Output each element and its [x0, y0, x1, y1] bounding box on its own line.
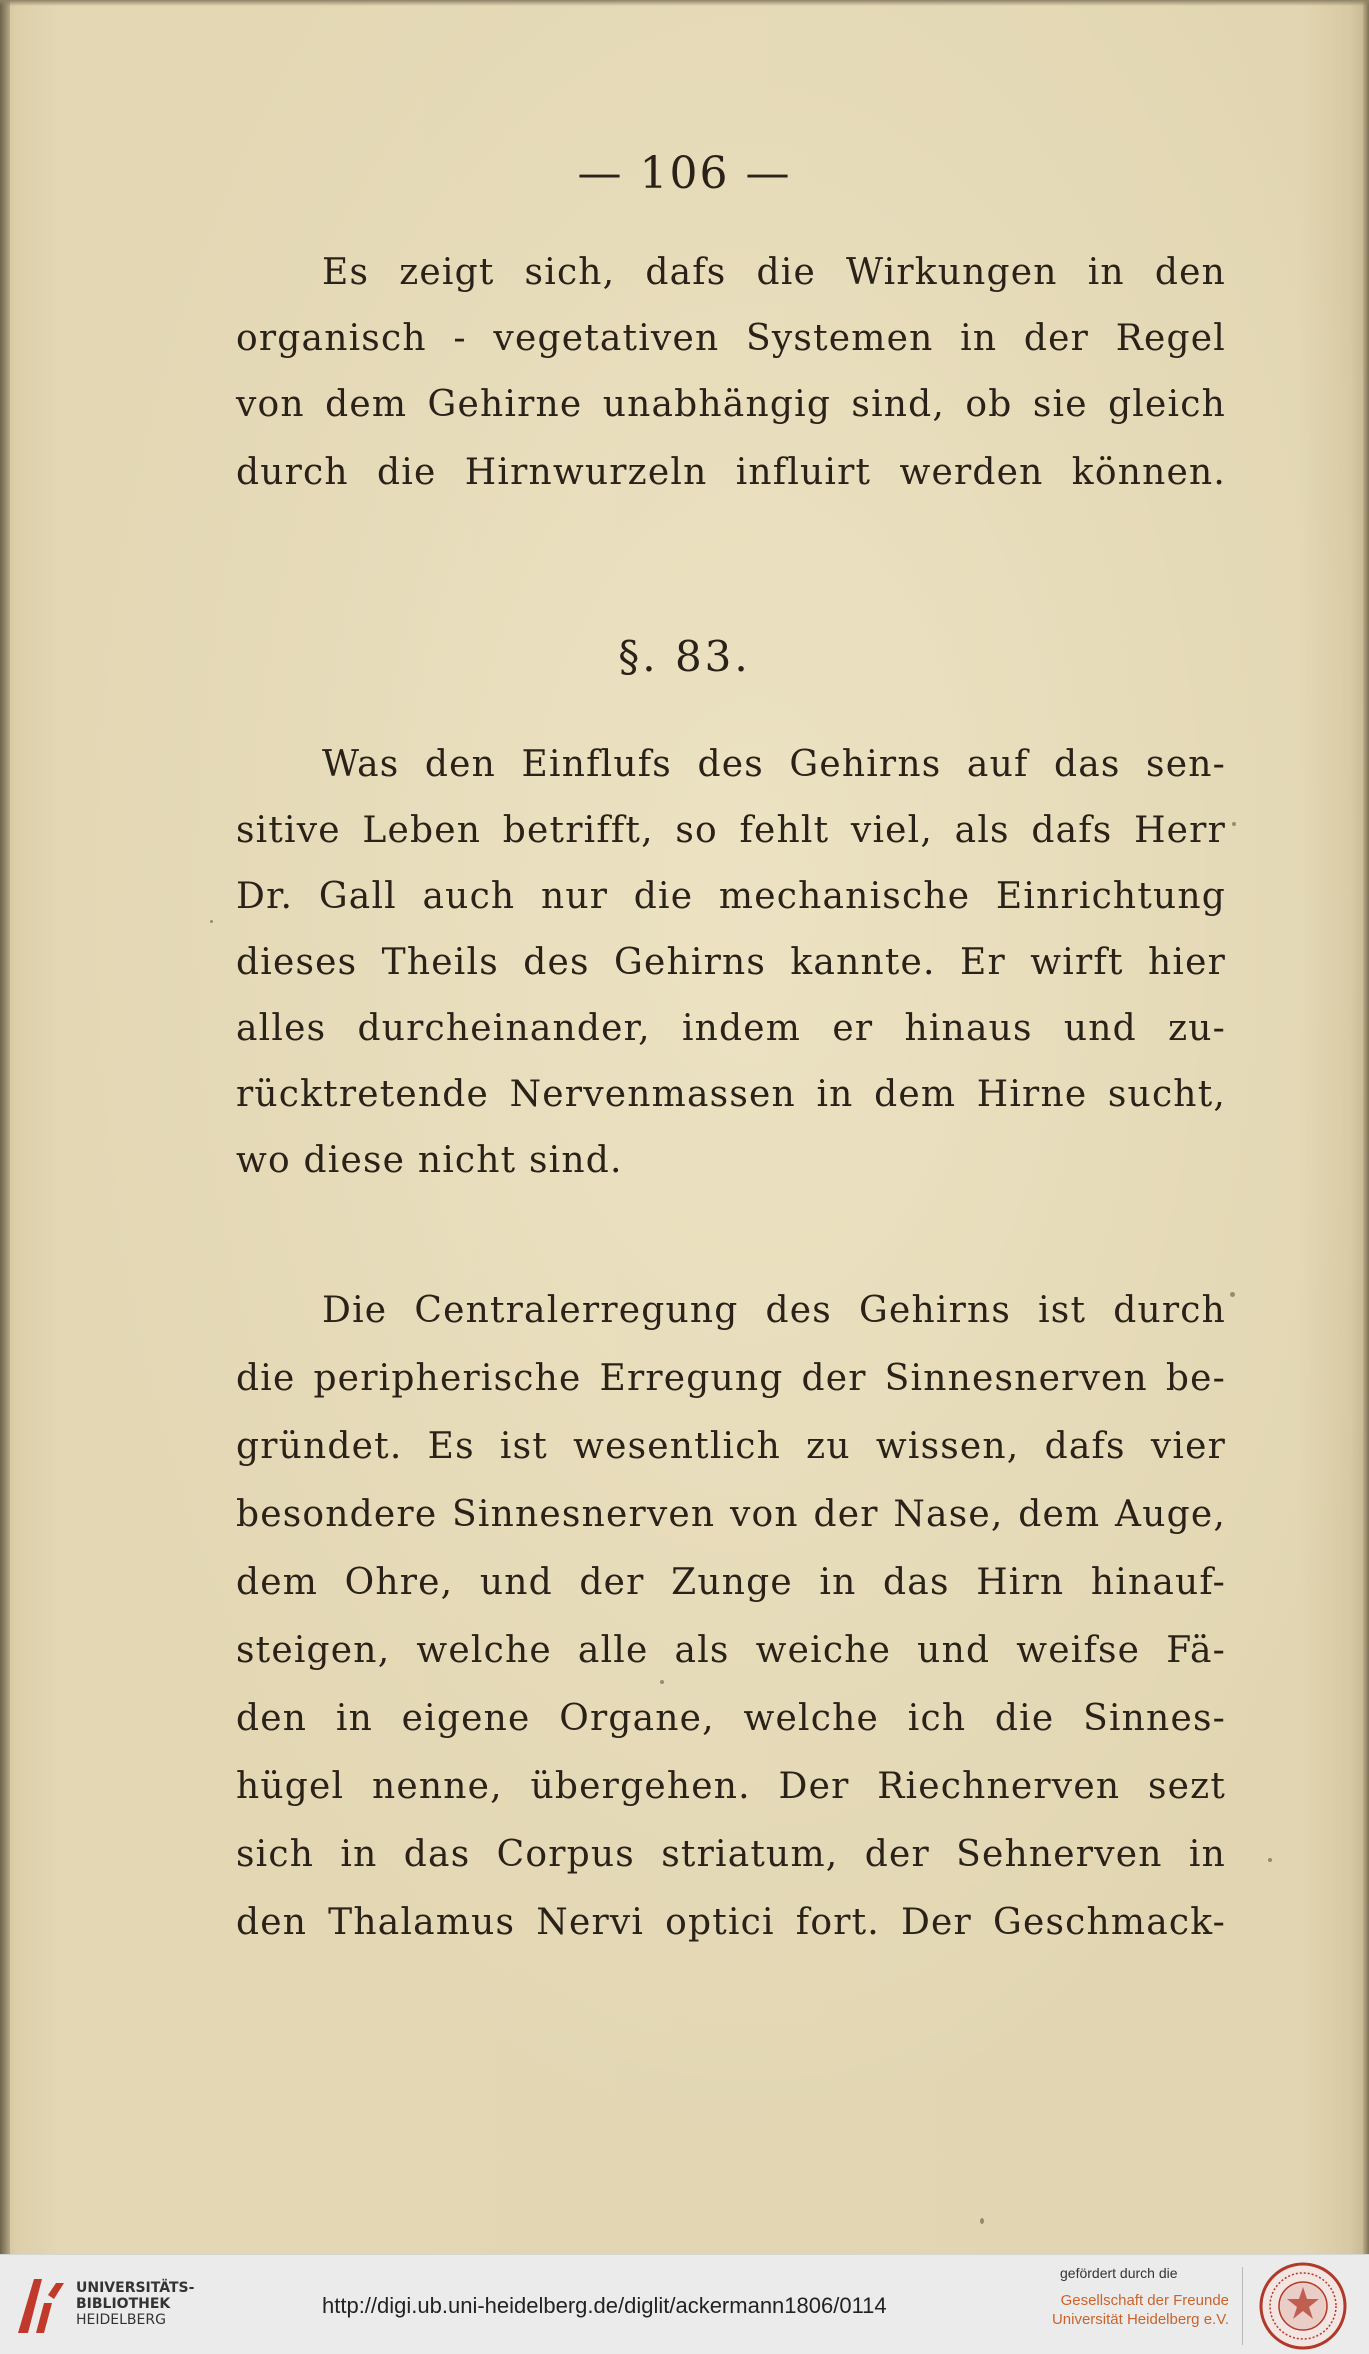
text-line: alles durcheinander, indem er hinaus und zu-: [236, 1008, 1226, 1049]
footer-divider: [1242, 2267, 1243, 2345]
text-line: Was den Einflufs des Gehirns auf das sen-: [322, 744, 1226, 785]
text-line: dieses Theils des Gehirns kannte. Er wirft hier: [236, 942, 1226, 983]
text-line: die peripherische Erregung der Sinnesnerven be-: [236, 1358, 1226, 1399]
footer-bar: [0, 2254, 1369, 2354]
paper-speck: [980, 2218, 984, 2224]
sponsor-name-line: Gesellschaft der Freunde: [1060, 2292, 1229, 2309]
text-line: Dr. Gall auch nur die mechanische Einrichtung: [236, 876, 1226, 917]
page-number: — 106 —: [577, 148, 792, 199]
page-edge-left: [0, 0, 10, 2254]
text-line: hügel nenne, übergehen. Der Riechnerven sezt: [236, 1766, 1226, 1807]
paper-speck: [1268, 1858, 1272, 1862]
text-line: sich in das Corpus striatum, der Sehnerven in: [236, 1834, 1226, 1875]
text-line: sitive Leben betrifft, so fehlt viel, als dafs Herr: [236, 810, 1226, 851]
text-line: gründet. Es ist wesentlich zu wissen, dafs vier: [236, 1426, 1226, 1467]
text-line: steigen, welche alle als weiche und weifse Fä-: [236, 1630, 1226, 1671]
page-edge-right: [1363, 0, 1369, 2254]
text-line: von dem Gehirne unabhängig sind, ob sie gleich: [236, 384, 1226, 425]
text-line: organisch - vegetativen Systemen in der Regel: [236, 318, 1226, 359]
funded-by-label: gefördert durch die: [1060, 2265, 1178, 2281]
page-edge-top: [0, 0, 1369, 6]
paper-speck: [660, 1680, 664, 1684]
section-heading: §. 83.: [618, 632, 751, 681]
university-seal-icon: [1258, 2261, 1348, 2351]
paper-speck: [1232, 822, 1236, 826]
library-name-line: HEIDELBERG: [76, 2312, 166, 2328]
paper-speck: [1230, 1292, 1235, 1297]
permalink[interactable]: http://digi.ub.uni-heidelberg.de/diglit/ackermann1806/0114: [322, 2293, 887, 2318]
text-line: den in eigene Organe, welche ich die Sinnes-: [236, 1698, 1226, 1739]
text-line: Die Centralerregung des Gehirns ist durch: [322, 1290, 1226, 1331]
text-line: rücktretende Nervenmassen in dem Hirne sucht,: [236, 1074, 1226, 1115]
text-line: wo diese nicht sind.: [236, 1140, 623, 1181]
text-line: durch die Hirnwurzeln influirt werden können.: [236, 452, 1226, 493]
text-line: besondere Sinnesnerven von der Nase, dem Auge,: [236, 1494, 1226, 1535]
university-library-logo-icon[interactable]: [14, 2275, 68, 2337]
text-line: den Thalamus Nervi optici fort. Der Geschmack-: [236, 1902, 1226, 1943]
library-name-line: UNIVERSITÄTS-: [76, 2280, 195, 2296]
library-name[interactable]: [76, 2280, 194, 2328]
paper-speck: [210, 920, 213, 923]
text-line: Es zeigt sich, dafs die Wirkungen in den: [322, 252, 1226, 293]
sponsor-name-line: Universität Heidelberg e.V.: [1051, 2311, 1229, 2328]
text-line: dem Ohre, und der Zunge in das Hirn hinauf-: [236, 1562, 1226, 1603]
sponsor-name[interactable]: [1052, 2291, 1229, 2329]
library-name-line: BIBLIOTHEK: [76, 2296, 171, 2312]
